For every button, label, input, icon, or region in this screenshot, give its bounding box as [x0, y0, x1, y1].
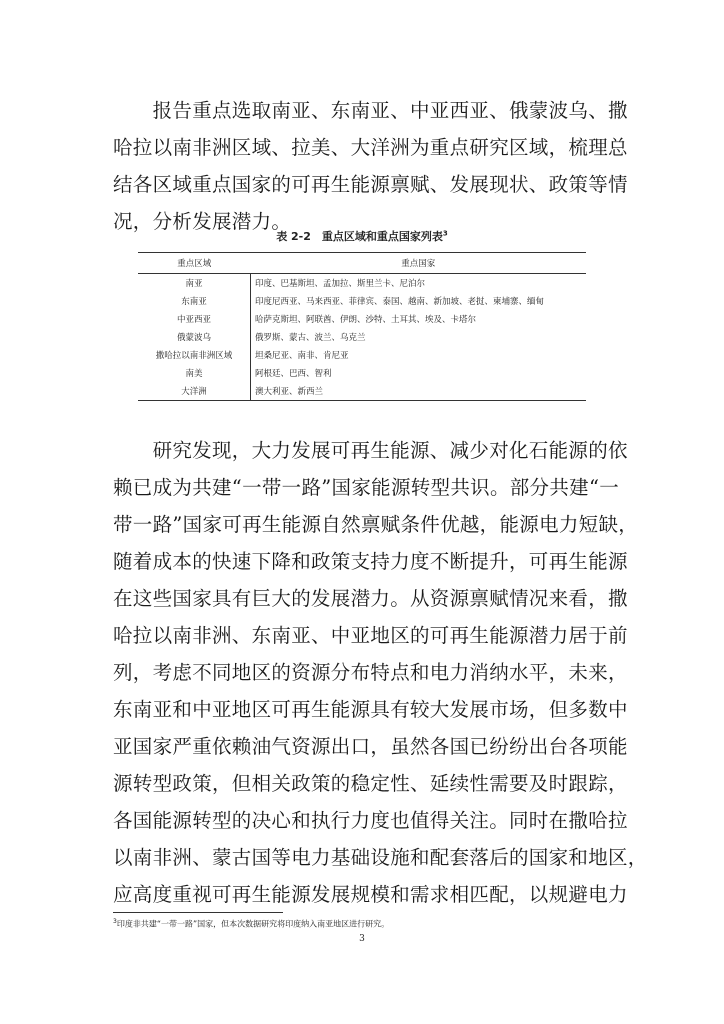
countries-cell: 阿根廷、巴西、智利: [255, 369, 332, 379]
paragraph-line: 列，考虑不同地区的资源分布特点和电力消纳水平，未来，: [113, 661, 628, 684]
region-cell: 俄蒙波乌: [138, 328, 251, 346]
countries-cell: 俄罗斯、蒙古、波兰、乌克兰: [255, 333, 366, 343]
paragraph-line: 随着成本的快速下降和政策支持力度不断提升，可再生能源: [113, 550, 628, 573]
header-countries: 重点国家: [251, 253, 587, 274]
table-row: [138, 346, 586, 364]
paragraph-line: 以南非洲、蒙古国等电力基础设施和配套落后的国家和地区，: [113, 846, 648, 869]
paragraph-line: 亚国家严重依赖油气资源出口，虽然各国已纷纷出台各项能: [113, 735, 628, 758]
paragraph-line: 东南亚和中亚地区可再生能源具有较大发展市场，但多数中: [113, 698, 628, 721]
footnote-marker: 3: [113, 918, 117, 925]
countries-cell: 澳大利亚、新西兰: [251, 382, 587, 401]
table-row: [138, 364, 586, 382]
table-row: [138, 292, 586, 310]
countries-cell: 印度尼西亚、马来西亚、菲律宾、泰国、越南、新加坡、老挝、柬埔寨、缅甸: [255, 297, 545, 307]
region-cell: 南亚: [138, 274, 251, 293]
paragraph-line: 哈拉以南非洲区域、拉美、大洋洲为重点研究区域，梳理总: [113, 136, 628, 159]
region-cell: 中亚西亚: [138, 310, 251, 328]
countries-cell: 坦桑尼亚、南非、肯尼亚: [255, 351, 349, 361]
paragraph-line: 哈拉以南非洲、东南亚、中亚地区的可再生能源潜力居于前: [113, 624, 628, 647]
paragraph-line: 结各区域重点国家的可再生能源禀赋、发展现状、政策等情: [113, 173, 628, 196]
region-cell: 大洋洲: [138, 382, 251, 401]
paragraph-line: 带一路”国家可再生能源自然禀赋条件优越，能源电力短缺，: [113, 513, 639, 536]
paragraph-line: 况，分析发展潜力。: [113, 210, 292, 233]
region-cell: 撒哈拉以南非洲区域: [138, 346, 251, 364]
countries-cell: 印度、巴基斯坦、孟加拉、斯里兰卡、尼泊尔: [255, 279, 426, 289]
paragraph-line: 报告重点选取南亚、东南亚、中亚西亚、俄蒙波乌、撒: [113, 99, 628, 122]
paragraph-line: 各国能源转型的决心和执行力度也值得关注。同时在撒哈拉: [113, 809, 628, 832]
table-caption-text: 表 2-2 重点区域和重点国家列表: [276, 230, 443, 243]
page-number: 3: [359, 934, 365, 944]
region-cell: 南美: [138, 364, 251, 382]
paragraph-line: 源转型政策，但相关政策的稳定性、延续性需要及时跟踪，: [113, 772, 628, 795]
regions-table: [138, 252, 586, 401]
paragraph-line: 赖已成为共建“一带一路”国家能源转型共识。部分共建“一: [113, 476, 620, 499]
table-body: [138, 274, 586, 401]
table-header-row: [138, 253, 586, 274]
footnote-text: 印度非共建“一带一路”国家，但本次数据研究将印度纳入南亚地区进行研究。: [116, 919, 390, 929]
table-row: [138, 328, 586, 346]
countries-cell: 哈萨克斯坦、阿联酋、伊朗、沙特、土耳其、埃及、卡塔尔: [255, 315, 477, 325]
table-caption-footnote-ref: 3: [442, 229, 448, 238]
intro-paragraph: [113, 92, 633, 240]
table-row: [138, 274, 586, 293]
footnote: [113, 918, 633, 930]
table-caption: [0, 228, 724, 244]
footnote-divider: [113, 912, 283, 913]
table-row: [138, 382, 586, 401]
table-row: [138, 310, 586, 328]
paragraph-line: 在这些国家具有巨大的发展潜力。从资源禀赋情况来看，撒: [113, 587, 628, 610]
paragraph-line: 应高度重视可再生能源发展规模和需求相匹配，以规避电力: [113, 883, 628, 906]
region-cell: 东南亚: [138, 292, 251, 310]
header-region: 重点区域: [138, 253, 251, 274]
paragraph-line: 研究发现，大力发展可再生能源、减少对化石能源的依: [113, 439, 628, 462]
findings-paragraph: [113, 432, 648, 913]
